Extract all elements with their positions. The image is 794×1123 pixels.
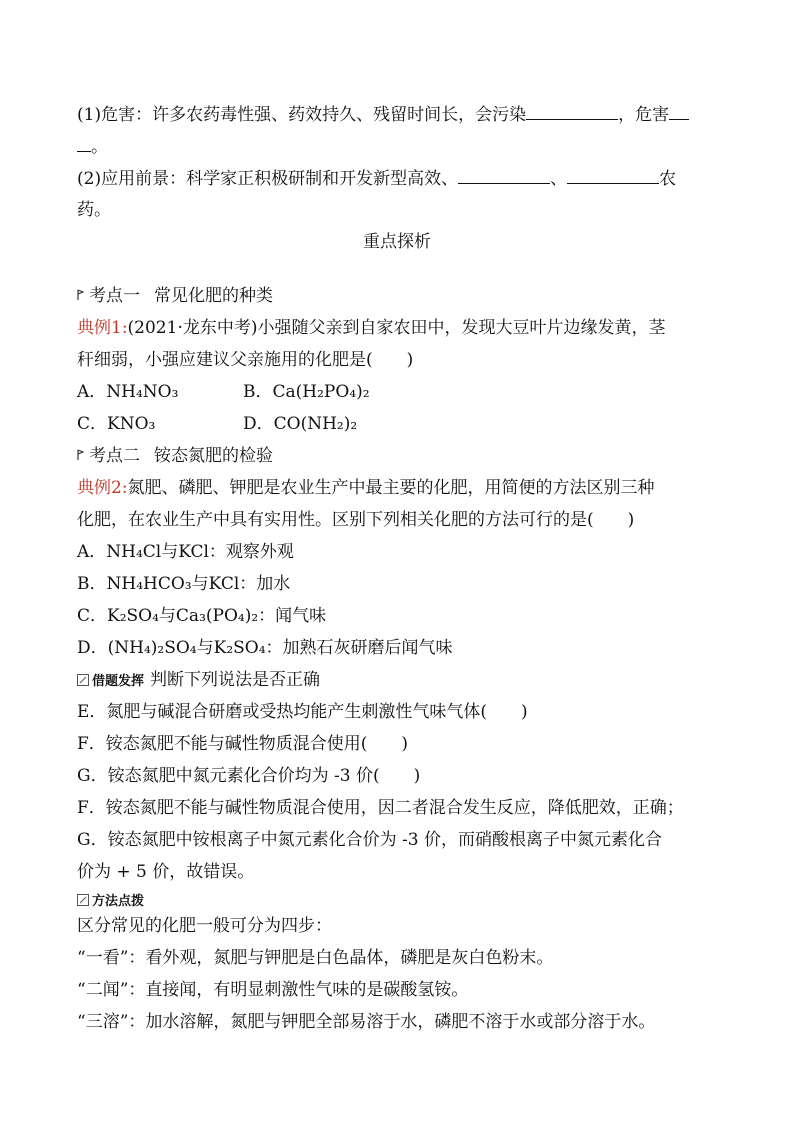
extend-heading [77, 667, 320, 695]
prospect-text-3: 农 [659, 169, 677, 189]
method-heading [77, 887, 144, 915]
example-1-line-1 [77, 315, 665, 341]
example-2-line-2: 化肥，在农业生产中具有实用性。区别下列相关化肥的方法可行的是( ) [77, 510, 635, 530]
method-tag: 方法点拨 [92, 894, 145, 909]
example-1-option-c: C．KNO₃ [77, 414, 156, 434]
kaodian-2-heading [77, 443, 273, 469]
kaodian-2-title: 铵态氮肥的检验 [154, 446, 273, 466]
answer-g-1: G．铵态氮肥中铵根离子中氮元素化合价为 -3 价，而硝酸根离子中氮元素化合 [77, 830, 662, 850]
harm-text: (1)危害：许多农药毒性强、药效持久、残留时间长，会污染 [77, 105, 527, 125]
prospect-line-cont [77, 197, 111, 223]
tag-icon [77, 668, 89, 680]
example-2-line-1 [77, 475, 655, 501]
example-1-option-b: B．Ca(H₂PO₄)₂ [243, 382, 370, 402]
kaodian-1-label: 考点一 [89, 286, 140, 306]
example-1-line-2: 秆细弱，小强应建议父亲施用的化肥是( ) [77, 350, 414, 370]
example-2-option-b: B．NH₄HCO₃与KCl：加水 [77, 574, 291, 594]
blank-3 [458, 165, 550, 184]
example-1-tag: 典例1: [77, 318, 128, 338]
kaodian-1-heading [77, 283, 273, 309]
method-step-1: “一看”：看外观，氮肥与钾肥是白色晶体，磷肥是灰白色粉末。 [77, 948, 554, 968]
prospect-line [77, 165, 676, 192]
example-2-option-d: D．(NH₄)₂SO₄与K₂SO₄：加熟石灰研磨后闻气味 [77, 638, 453, 658]
harm-text-3: 。 [91, 137, 108, 157]
extend-tag: 借题发挥 [92, 674, 145, 689]
extend-text: 判断下列说法是否正确 [150, 670, 321, 690]
answer-f: F．铵态氮肥不能与碱性物质混合使用，因二者混合发生反应，降低肥效，正确； [77, 798, 684, 818]
prospect-text: (2)应用前景：科学家正积极研制和开发新型高效、 [77, 169, 459, 189]
example-2-option-c: C．K₂SO₄与Ca₃(PO₄)₂：闻气味 [77, 606, 327, 626]
example-1-text-1: (2021·龙东中考)小强随父亲到自家农田中，发现大豆叶片边缘发黄，茎 [127, 318, 666, 338]
blank-2b [77, 133, 91, 152]
kaodian-1-title: 常见化肥的种类 [154, 286, 273, 306]
extend-option-f: F．铵态氮肥不能与碱性物质混合使用( ) [77, 734, 409, 754]
example-2-text-1: 氮肥、磷肥、钾肥是农业生产中最主要的化肥，用简便的方法区别三种 [127, 478, 655, 498]
method-step-3: “三溶”：加水溶解，氮肥与钾肥全部易溶于水，磷肥不溶于水或部分溶于水。 [77, 1012, 656, 1032]
flag-icon [77, 449, 87, 461]
example-1-option-a: A．NH₄NO₃ [77, 382, 179, 402]
flag-icon [77, 289, 87, 301]
section-title: 重点探析 [363, 232, 431, 252]
harm-text-2: ，危害 [618, 105, 670, 125]
blank-2a [669, 101, 689, 120]
method-intro: 区分常见的化肥一般可分为四步： [77, 916, 332, 936]
extend-option-e: E．氮肥与碱混合研磨或受热均能产生刺激性气味气体( ) [77, 702, 528, 722]
example-1-option-d: D．CO(NH₂)₂ [243, 414, 358, 434]
blank-1 [526, 101, 618, 120]
extend-option-g: G．铵态氮肥中氮元素化合价均为 -3 价( ) [77, 766, 421, 786]
example-2-option-a: A．NH₄Cl与KCl：观察外观 [77, 542, 294, 562]
harm-line [77, 101, 689, 128]
tag-icon [77, 888, 89, 900]
blank-4 [567, 165, 659, 184]
prospect-text-4: 药。 [77, 200, 111, 220]
example-2-tag: 典例2: [77, 478, 128, 498]
answer-g-2: 价为 + 5 价，故错误。 [77, 862, 255, 882]
method-step-2: “二闻”：直接闻，有明显刺激性气味的是碳酸氢铵。 [77, 980, 469, 1000]
prospect-text-2: 、 [550, 169, 568, 189]
kaodian-2-label: 考点二 [89, 446, 140, 466]
harm-line-cont [77, 133, 108, 160]
